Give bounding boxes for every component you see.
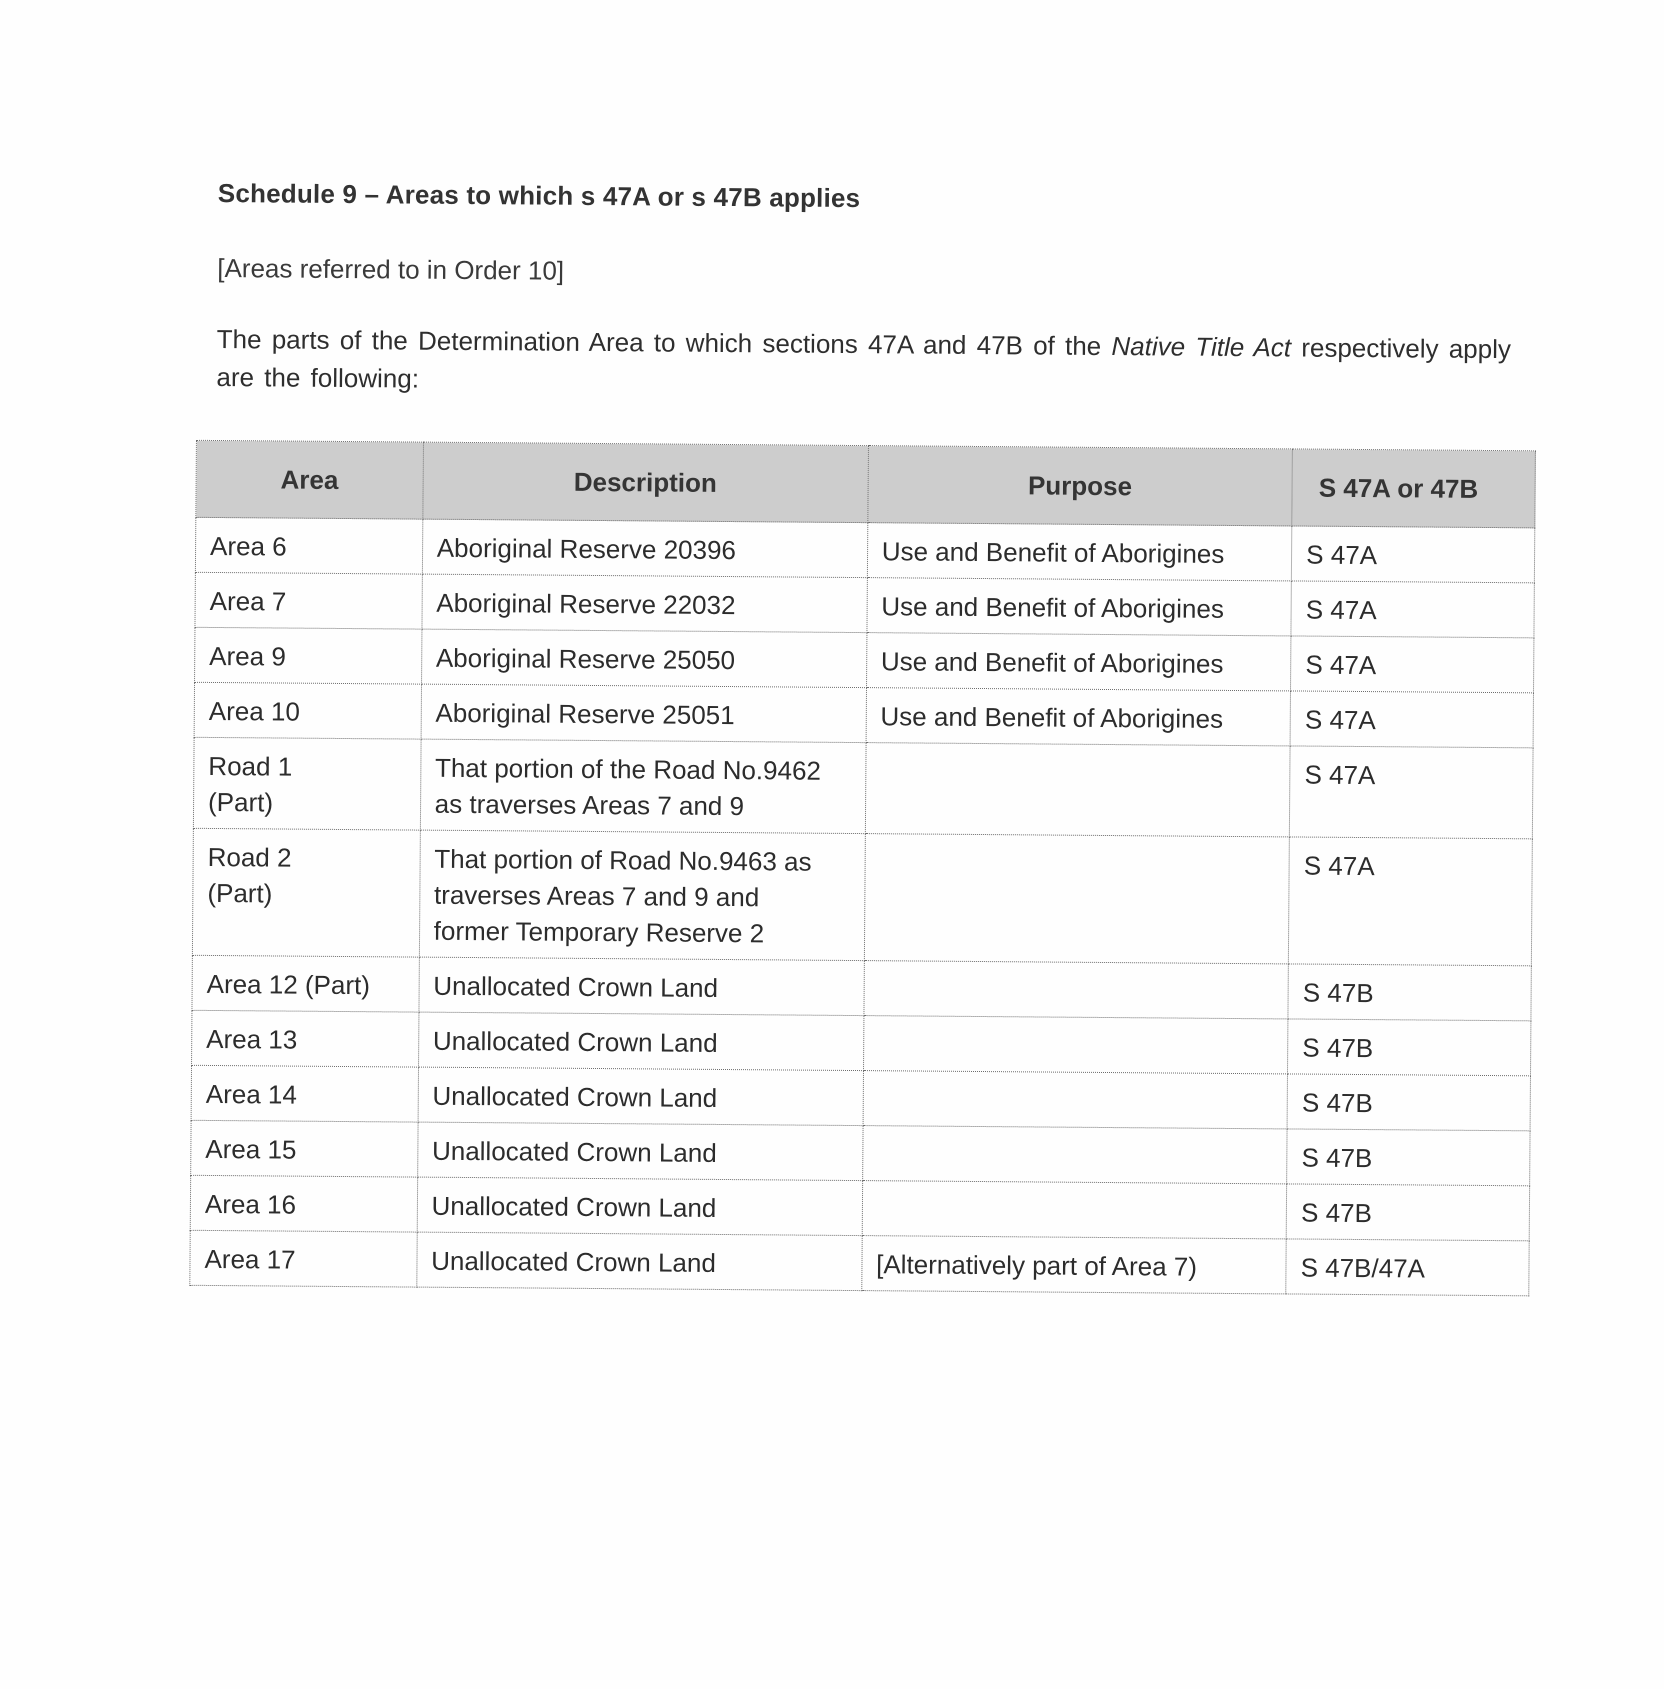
header-section: S 47A or 47B — [1292, 449, 1535, 528]
cell-area: Area 16 — [190, 1175, 417, 1232]
cell-description — [419, 830, 865, 960]
cell-purpose: Use and Benefit of Aborigines — [867, 523, 1292, 581]
cell-area: Area 9 — [195, 627, 422, 684]
description-line: That portion of the Road No.9462 — [434, 752, 822, 786]
cell-section: S 47A — [1291, 636, 1534, 693]
area-line: (Part) — [207, 877, 273, 909]
description-line: traverses Areas 7 and 9 and — [433, 879, 760, 913]
cell-section: S 47B — [1288, 1019, 1531, 1076]
table-row — [190, 1230, 1529, 1296]
cell-section: S 47B/47A — [1286, 1239, 1529, 1296]
schedule-subheading: [Areas referred to in Order 10] — [217, 252, 565, 286]
cell-section: S 47B — [1288, 964, 1531, 1021]
cell-purpose — [865, 743, 1290, 837]
cell-purpose — [863, 1016, 1288, 1074]
cell-purpose — [862, 1181, 1287, 1239]
cell-area: Area 14 — [191, 1065, 418, 1122]
header-description: Description — [422, 442, 868, 522]
header-purpose: Purpose — [868, 446, 1293, 526]
schedule-heading: Schedule 9 – Areas to which s 47A or s 47B applies — [217, 178, 861, 214]
cell-area: Area 10 — [194, 682, 421, 739]
cell-description: Aboriginal Reserve 25050 — [421, 629, 866, 687]
header-area: Area — [196, 440, 423, 519]
schedule-content — [204, 178, 1538, 1284]
cell-area: Area 6 — [195, 517, 422, 574]
cell-purpose: Use and Benefit of Aborigines — [866, 688, 1291, 746]
table-row — [193, 737, 1533, 839]
intro-text-after: respectively apply are the following: — [216, 332, 1512, 394]
cell-description: Unallocated Crown Land — [417, 1122, 862, 1180]
description-line: That portion of Road No.9463 as — [434, 843, 812, 877]
area-line: Road 1 — [208, 750, 293, 782]
cell-section: S 47B — [1286, 1184, 1529, 1241]
cell-section: S 47A — [1290, 746, 1534, 839]
cell-section: S 47B — [1287, 1129, 1530, 1186]
cell-section: S 47A — [1289, 837, 1533, 966]
area-line: (Part) — [207, 786, 274, 818]
cell-area: Area 12 (Part) — [192, 955, 419, 1012]
cell-section: S 47A — [1290, 691, 1533, 748]
cell-area — [192, 828, 420, 957]
description-line: former Temporary Reserve 2 — [433, 915, 765, 949]
cell-area — [193, 737, 420, 830]
cell-area: Area 15 — [191, 1120, 418, 1177]
description-line: as traverses Areas 7 and 9 — [434, 788, 745, 822]
cell-section: S 47A — [1291, 581, 1534, 638]
intro-paragraph — [216, 320, 1537, 406]
act-name: Native Title Act — [1111, 331, 1292, 363]
cell-purpose — [864, 961, 1289, 1019]
cell-purpose: [Alternatively part of Area 7) — [861, 1236, 1286, 1294]
table-row — [192, 828, 1532, 966]
area-line: Road 2 — [207, 841, 292, 873]
cell-purpose — [862, 1126, 1287, 1184]
table-header-row — [196, 440, 1536, 528]
cell-section: S 47A — [1292, 526, 1535, 583]
cell-purpose — [863, 1071, 1288, 1129]
cell-description: Aboriginal Reserve 25051 — [421, 684, 866, 742]
schedule-table — [189, 440, 1536, 1296]
cell-description: Aboriginal Reserve 20396 — [422, 519, 867, 577]
cell-description — [420, 739, 866, 833]
intro-text-before: The parts of the Determination Area to which sections 47A and 47B of the — [216, 323, 1112, 362]
cell-description: Unallocated Crown Land — [418, 1012, 863, 1070]
cell-description: Unallocated Crown Land — [416, 1232, 861, 1290]
cell-purpose — [864, 834, 1289, 964]
cell-section: S 47B — [1287, 1074, 1530, 1131]
cell-purpose: Use and Benefit of Aborigines — [866, 633, 1291, 691]
cell-description: Aboriginal Reserve 22032 — [422, 574, 867, 632]
cell-purpose: Use and Benefit of Aborigines — [867, 578, 1292, 636]
cell-description: Unallocated Crown Land — [417, 1177, 862, 1235]
cell-area: Area 7 — [195, 572, 422, 629]
cell-area: Area 13 — [192, 1010, 419, 1067]
cell-description: Unallocated Crown Land — [418, 1067, 863, 1125]
cell-area: Area 17 — [190, 1230, 417, 1287]
cell-description: Unallocated Crown Land — [419, 957, 864, 1015]
